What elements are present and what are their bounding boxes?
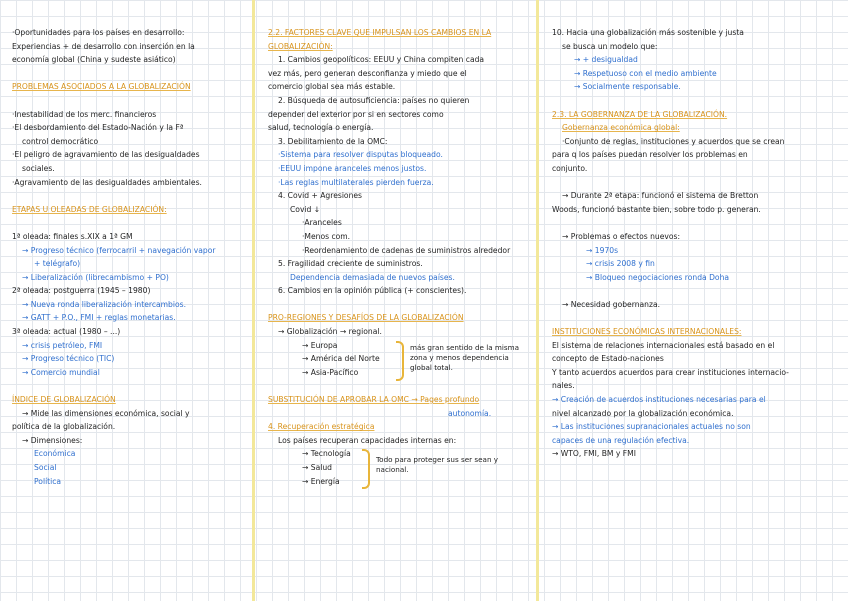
notes-column-right <box>540 0 848 601</box>
text-line: → Asia-Pacífico <box>302 367 359 377</box>
text-line: Los países recuperan capacidades internas en: <box>278 435 457 445</box>
text-line: → Energía <box>302 476 340 486</box>
text-line: ·El peligro de agravamiento de las desigualdades <box>12 150 200 160</box>
text-line: ·Reordenamiento de cadenas de suministros alrededor <box>302 245 511 255</box>
text-line: → Salud <box>302 463 332 472</box>
text-line: 2ª oleada: postguerra (1945 – 1980) <box>12 286 151 296</box>
text-line: ·Agravamiento de las desigualdades ambientales. <box>12 177 202 187</box>
text-line: autonomía. <box>448 408 492 418</box>
bracket-group-regions <box>268 339 530 380</box>
text-line: → Necesidad gobernanza. <box>562 299 661 309</box>
section-heading: ÍNDICE DE GLOBALIZACIÓN <box>12 395 116 405</box>
text-line: Social <box>34 463 57 472</box>
text-line: ·Menos com. <box>302 231 351 241</box>
text-line: conjunto. <box>552 163 588 173</box>
text-line: → Mide las dimensiones económica, social y <box>22 408 190 418</box>
curly-bracket <box>362 449 370 489</box>
bracket-group-sectors <box>268 447 530 488</box>
text-line: salud, tecnología o energía. <box>268 123 374 133</box>
text-line: → Progreso técnico (ferrocarril + navegación vapor <box>22 245 216 255</box>
text-line: vez más, pero generan desconfianza y miedo que el <box>268 68 467 78</box>
text-line: ·El desbordamiento del Estado-Nación y la Fª <box>12 123 184 133</box>
text-line: → crisis petróleo, FMI <box>22 340 103 350</box>
text-line: → Nueva ronda liberalización intercambios. <box>22 299 187 309</box>
text-line: + telégrafo) <box>34 259 81 269</box>
text-line: → Problemas o efectos nuevos: <box>562 231 681 241</box>
text-line: → Dimensiones: <box>22 435 83 445</box>
text-line: → 1970s <box>586 245 619 255</box>
text-line: 1ª oleada: finales s.XIX a 1ª GM <box>12 231 133 241</box>
text-line: 1. Cambios geopolíticos: EEUU y China compiten cada <box>278 55 485 65</box>
text-line: → Tecnología <box>302 449 351 459</box>
bracket-note: Todo para proteger sus ser sean y nacional. <box>376 455 499 475</box>
text-line: Woods, funcionó bastante bien, sobre todo p. generan. <box>552 204 761 214</box>
text-line: sociales. <box>22 163 55 173</box>
text-line: política de la globalización. <box>12 422 116 432</box>
text-line: 3. Debilitamiento de la OMC: <box>278 136 388 146</box>
text-line: → Respetuoso con el medio ambiente <box>574 68 717 78</box>
text-line: → América del Norte <box>302 354 380 364</box>
text-line: ·Aranceles <box>302 218 342 228</box>
text-line: → Socialmente responsable. <box>574 82 681 92</box>
text-line: → Bloqueo negociaciones ronda Doha <box>586 272 730 282</box>
text-line: control democrático <box>22 136 99 146</box>
text-line: → Liberalización (librecambismo + PO) <box>22 272 169 282</box>
text-line: → Creación de acuerdos instituciones necesarias para el <box>552 395 766 405</box>
notes-column-middle <box>256 0 536 601</box>
text-line: 4. Covid + Agresiones <box>278 191 363 201</box>
section-heading: 4. Recuperación estratégica <box>268 422 375 432</box>
curly-bracket <box>396 341 404 381</box>
text-line: → Progreso técnico (TIC) <box>22 354 115 364</box>
text-line: → GATT + P.O., FMI + reglas monetarias. <box>22 313 176 323</box>
margin-line-right <box>536 0 539 601</box>
section-heading: 2.3. LA GOBERNANZA DE LA GLOBALIZACIÓN. <box>552 109 728 119</box>
notes-column-left <box>0 0 252 601</box>
margin-line-left <box>252 0 255 601</box>
text-line: depender del exterior por si en sectores como <box>268 109 444 119</box>
text-line: 6. Cambios en la opinión pública (+ conscientes). <box>278 286 467 296</box>
text-line: nales. <box>552 381 575 391</box>
text-line: → Europa <box>302 340 338 350</box>
text-line: El sistema de relaciones internacionales está basado en el <box>552 340 775 350</box>
text-line: → + desigualdad <box>574 55 638 65</box>
text-line: 5. Fragilidad creciente de suministros. <box>278 259 423 269</box>
text-line: → Las instituciones supranacionales actuales no son <box>552 422 751 432</box>
text-line: 3ª oleada: actual (1980 – ...) <box>12 327 121 337</box>
section-heading: INSTITUCIONES ECONÓMICAS INTERNACIONALES: <box>552 327 742 337</box>
text-line: Política <box>34 476 62 486</box>
text-line: → Comercio mundial <box>22 367 100 377</box>
section-heading: GLOBALIZACIÓN: <box>268 41 333 51</box>
text-line: → Globalización → regional. <box>278 327 382 337</box>
text-line: nivel alcanzado por la globalización económica. <box>552 408 734 418</box>
text-line: ·Inestabilidad de los merc. financieros <box>12 109 157 119</box>
text-line: → crisis 2008 y fin <box>586 259 655 269</box>
section-heading: SUBSTITUCIÓN DE APROBAR LA OMC → Pages profundo <box>268 395 480 405</box>
section-heading: PROBLEMAS ASOCIADOS A LA GLOBALIZACIÓN <box>12 82 191 92</box>
text-line: economía global (China y sudeste asiático) <box>12 55 176 65</box>
text-line: → Durante 2ª etapa: funcionó el sistema de Bretton <box>562 191 759 201</box>
section-heading: ETAPAS U OLEADAS DE GLOBALIZACIÓN: <box>12 204 167 214</box>
text-line: → WTO, FMI, BM y FMI <box>552 449 636 459</box>
text-line: 2. Búsqueda de autosuficiencia: países no quieren <box>278 95 470 105</box>
text-line: capaces de una regulación efectiva. <box>552 435 690 445</box>
text-line: Experiencias + de desarrollo con inserción en la <box>12 41 195 51</box>
text-line: 10. Hacia una globalización más sostenible y justa <box>552 28 744 37</box>
text-line: Covid ↓ <box>290 204 321 214</box>
section-heading: 2.2. FACTORES CLAVE QUE IMPULSAN LOS CAMBIOS EN LA <box>268 28 492 37</box>
text-line: Y tanto acuerdos acuerdos para crear instituciones internacio- <box>552 367 789 377</box>
bracket-note: más gran sentido de la misma zona y menos dependencia global total. <box>410 342 520 372</box>
text-line: concepto de Estado-naciones <box>552 354 664 364</box>
text-line: comercio global sea más estable. <box>268 82 396 92</box>
text-line: Económica <box>34 449 76 459</box>
section-heading: PRO-REGIONES Y DESAFÍOS DE LA GLOBALIZACIÓN <box>268 313 464 323</box>
text-line: ·EEUU impone aranceles menos justos. <box>278 163 427 173</box>
text-line: ·Sistema para resolver disputas bloqueado. <box>278 150 443 160</box>
section-subheading: Gobernanza económica global: <box>562 123 680 133</box>
text-line: se busca un modelo que: <box>562 41 658 51</box>
text-line: Dependencia demasiada de nuevos países. <box>290 272 455 282</box>
text-line: ·Las reglas multilaterales pierden fuerza. <box>278 177 434 187</box>
text-line: ·Conjunto de reglas, instituciones y acuerdos que se crean <box>562 136 785 146</box>
text-line: para q los países puedan resolver los problemas en <box>552 150 748 160</box>
text-line: ·Oportunidades para los países en desarrollo: <box>12 28 185 37</box>
